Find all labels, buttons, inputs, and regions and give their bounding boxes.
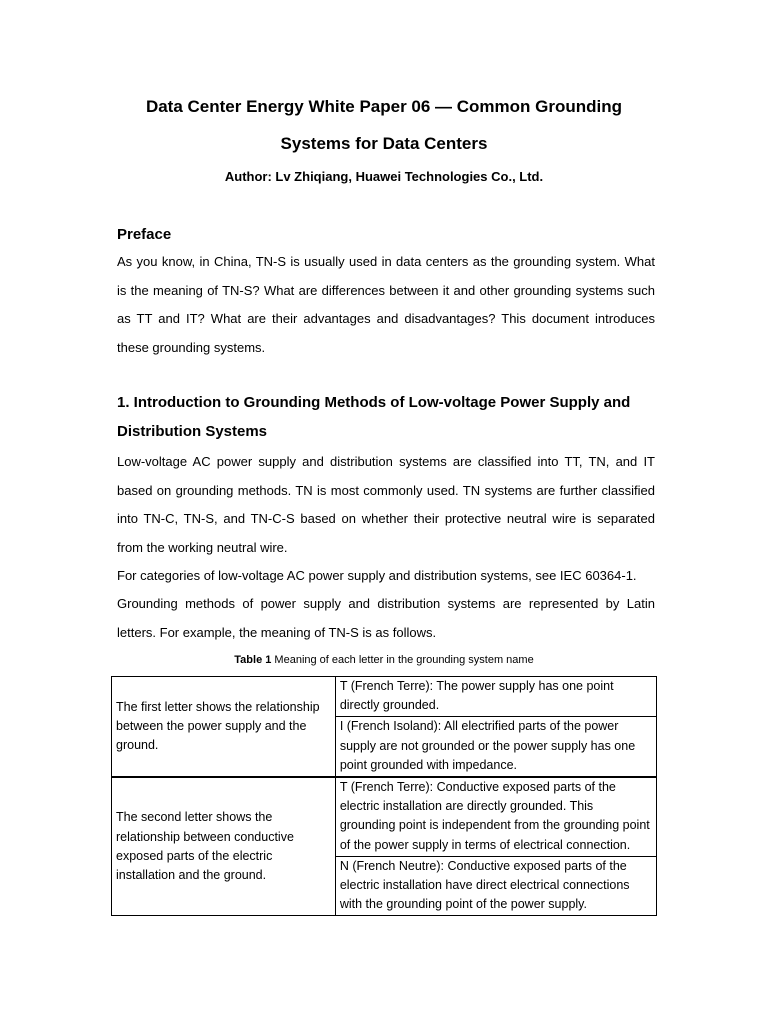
second-letter-n-meaning: N (French Neutre): Conductive exposed parts of the electric installation have direct electrical connections with the grounding point of the power supply. <box>335 856 656 916</box>
first-letter-description: The first letter shows the relationship between the power supply and the ground. <box>112 677 336 778</box>
document-author: Author: Lv Zhiqiang, Huawei Technologies Co., Ltd. <box>224 169 544 184</box>
table-caption <box>0 654 768 666</box>
document-title-line1: Data Center Energy White Paper 06 — Common Grounding <box>145 97 623 116</box>
section1-paragraph-2: For categories of low-voltage AC power supply and distribution systems, see IEC 60364-1. <box>117 568 637 583</box>
table-caption-text: Meaning of each letter in the grounding system name <box>271 654 534 666</box>
section1-heading: 1. Introduction to Grounding Methods of Low-voltage Power Supply and Distribution Systems <box>117 394 631 440</box>
preface-heading: Preface <box>117 226 172 243</box>
first-letter-i-meaning: I (French Isoland): All electrified parts of the power supply are not grounded or the power supply has one point grounded with impedance. <box>335 717 656 777</box>
table-row <box>112 777 657 856</box>
second-letter-t-meaning: T (French Terre): Conductive exposed parts of the electric installation are directly grounded. This grounding point is independent from the grounding point of the power supply in terms of electrical connection. <box>335 777 656 856</box>
grounding-letter-table <box>111 676 657 916</box>
first-letter-t-meaning: T (French Terre): The power supply has one point directly grounded. <box>335 677 656 717</box>
section1-paragraph-1: Low-voltage AC power supply and distribution systems are classified into TT, TN, and IT based on grounding methods. TN is most commonly used. TN systems are further classified into TN-C, TN-S, and TN-C-S based on whether their protective neutral wire is separated from the working neutral wire. <box>117 454 655 555</box>
table-row <box>112 677 657 717</box>
section1-paragraph-3: Grounding methods of power supply and distribution systems are represented by Latin letters. For example, the meaning of TN-S is as follows. <box>117 596 655 640</box>
second-letter-description: The second letter shows the relationship between conductive exposed parts of the electric installation and the ground. <box>112 777 336 916</box>
table-caption-label: Table 1 <box>234 654 272 666</box>
preface-paragraph: As you know, in China, TN-S is usually used in data centers as the grounding system. What is the meaning of TN-S? What are differences between it and other grounding systems such as TT and IT? What are their advantages and disadvantages? This document introduces these grounding systems. <box>117 254 655 355</box>
document-title-line2: Systems for Data Centers <box>280 134 488 153</box>
